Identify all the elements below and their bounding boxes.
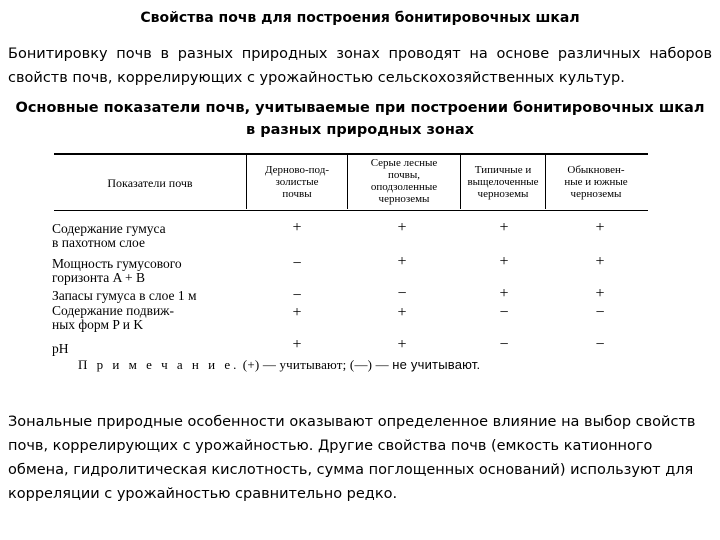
cell-mark: + [595, 253, 605, 270]
table-top-rule [54, 153, 648, 155]
header-gray-forest: Серые лесные почвы, оподзоленные черноземы [370, 157, 438, 205]
cell-mark: − [397, 285, 407, 302]
page-title: Свойства почв для построения бонитировочных шкал [140, 10, 580, 26]
row-label-ph: pH [52, 341, 69, 356]
cell-mark: + [292, 304, 302, 321]
cell-mark: + [397, 336, 407, 353]
cell-mark: + [292, 219, 302, 236]
header-typical-chernozem: Типичные и выщелоченные черноземы [467, 164, 539, 200]
header-indicators: Показатели почв [107, 176, 193, 190]
cell-mark: + [499, 285, 509, 302]
cell-mark: − [595, 304, 605, 321]
cell-mark: − [292, 287, 302, 304]
table-note [78, 357, 480, 373]
intro-paragraph: Бонитировку почв в разных природных зонах проводят на основе различных наборов свойств почв, коррелирующих с урожайностью сельскохозяйственных культур. [8, 46, 712, 86]
cell-mark: + [397, 219, 407, 236]
row-label-humus-horizon: Мощность гумусового горизонта A + B [52, 256, 182, 285]
cell-mark: + [397, 253, 407, 270]
header-ordinary-chernozem: Обыкновен- ные и южные черноземы [564, 164, 628, 200]
cell-mark: − [499, 304, 509, 321]
cell-mark: + [595, 219, 605, 236]
header-sod-podzolic: Дерново-под- золистые почвы [264, 164, 330, 200]
note-label: П р и м е ч а н и е. [78, 357, 240, 372]
cell-mark: − [595, 336, 605, 353]
cell-mark: − [292, 255, 302, 272]
cell-mark: + [292, 336, 302, 353]
row-label-humus-content: Содержание гумуса в пахотном слое [52, 221, 166, 250]
cell-mark: + [499, 253, 509, 270]
cell-mark: + [397, 304, 407, 321]
row-label-mobile-forms: Содержание подвиж- ных форм P и K [52, 303, 174, 332]
row-label-humus-reserves: Запасы гумуса в слое 1 м [52, 288, 197, 303]
cell-mark: − [499, 336, 509, 353]
note-text-a: (+) — учитывают; (—) — [242, 357, 389, 372]
note-text-b: не учитывают. [392, 357, 481, 372]
cell-mark: + [595, 285, 605, 302]
table-caption: Основные показатели почв, учитываемые при построении бонитировочных шкал в разных природных зонах [15, 100, 705, 138]
closing-paragraph: Зональные природные особенности оказывают определенное влияние на выбор свойств почв, коррелирующих с урожайностью. Другие свойства почв (емкость катионного обмена, гидролитическая кислотность, сумма поглощенных оснований) используют для корреляции с урожайностью сравнительно редко. [8, 414, 696, 502]
soil-indicators-table [36, 144, 648, 384]
cell-mark: + [499, 219, 509, 236]
